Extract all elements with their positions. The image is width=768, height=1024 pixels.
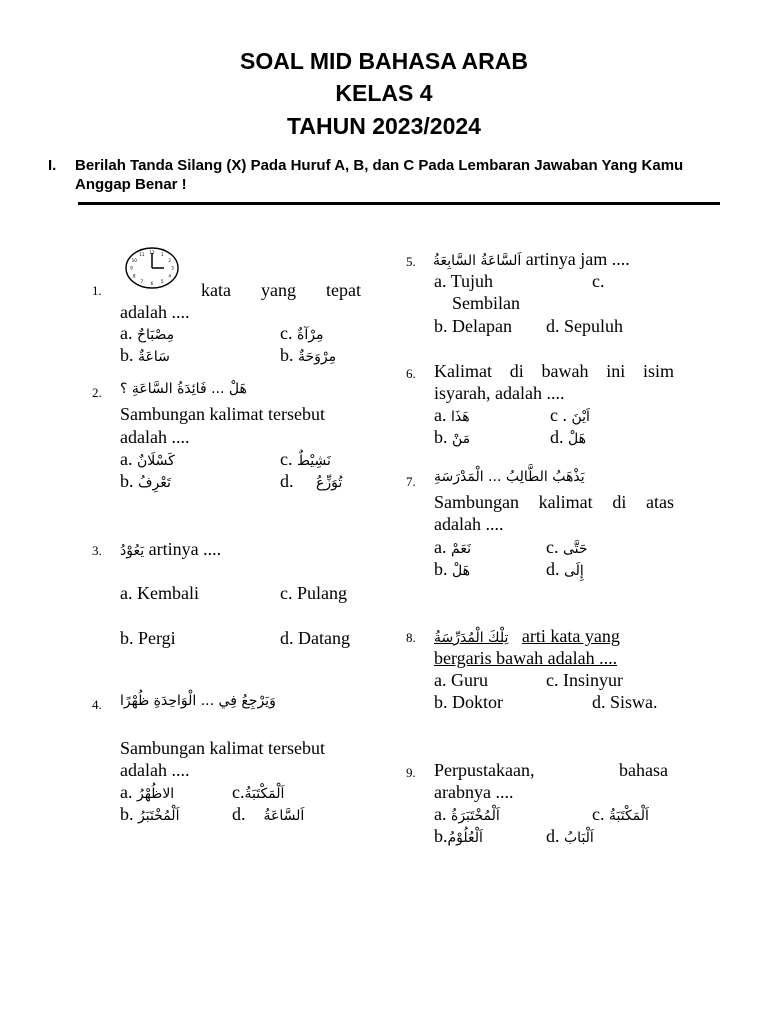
clock-numeral: 9 — [130, 265, 133, 271]
option-c[interactable]: c.اَلْمَكْتَبَةُ — [232, 782, 285, 802]
question-text-line-2: isyarah, adalah .... — [434, 383, 565, 403]
option-c[interactable]: c. — [592, 271, 605, 291]
option-c-text[interactable]: Sembilan — [452, 293, 520, 313]
question-number: 8. — [406, 630, 416, 645]
option-c[interactable]: c. نَشِيْطٌ — [280, 449, 331, 469]
option-a[interactable] — [120, 322, 174, 346]
clock-icon — [124, 246, 180, 290]
option-d[interactable]: d. Sepuluh — [546, 316, 624, 336]
question-number: 3. — [92, 543, 102, 558]
question-number: 6. — [406, 366, 416, 381]
question-text-line-1a: Perpustakaan, — [434, 760, 535, 780]
option-c[interactable]: c . اَيْنَ — [550, 405, 590, 425]
option-text: مِرْوَحَةٌ — [298, 349, 337, 365]
title-line-3: TAHUN 2023/2024 — [287, 113, 481, 139]
title-line-1: SOAL MID BAHASA ARAB — [240, 48, 528, 74]
clock-numeral: 1 — [160, 252, 164, 258]
option-label: b. — [120, 345, 134, 365]
question-number: 1. — [92, 283, 102, 298]
option-label: c. — [280, 323, 293, 343]
option-text: سَاعَةٌ — [138, 349, 170, 365]
option-b[interactable] — [120, 344, 170, 368]
option-d[interactable]: d. إِلَى — [546, 559, 584, 579]
clock-numeral: 11 — [139, 252, 145, 258]
title-line-2: KELAS 4 — [335, 80, 433, 106]
option-c[interactable]: c. حَتَّى — [546, 537, 588, 557]
clock-numeral: 3 — [171, 265, 174, 271]
question-arabic: وَيَرْجِعُ فِي ... الْوَاحِدَةِ ظُهْرًا — [120, 693, 276, 709]
option-a[interactable]: a. الاظُهْرُ — [120, 782, 175, 802]
question-number: 7. — [406, 474, 416, 489]
clock-numeral: 4 — [168, 273, 172, 279]
question-text-line-2: bergaris bawah adalah .... — [434, 648, 618, 668]
clock-numeral: 8 — [132, 273, 136, 279]
clock-numeral: 5 — [160, 278, 164, 284]
option-a[interactable]: a. Tujuh — [434, 271, 494, 291]
question-text-line-1: تِلْكَ الْمُدَرِّسَةُ arti kata yang — [434, 626, 620, 646]
clock-numeral: 12 — [149, 250, 155, 255]
option-d[interactable]: d. اَلسَّاعَةُ — [232, 804, 305, 824]
question-text-line-1: Sambungan kalimat di atas — [434, 492, 674, 512]
question-arabic: هَلْ ... فَائِدَةُ السَّاعَةِ ؟ — [120, 381, 247, 397]
option-a[interactable]: a. نَعَمْ — [434, 537, 471, 557]
clock-numeral: 6 — [150, 281, 154, 286]
option-d[interactable]: d. هَلْ — [550, 427, 586, 447]
question-text: اَلسَّاعَةُ السَّابِعَةُ artinya jam .... — [433, 249, 630, 269]
clock-numeral: 10 — [131, 257, 137, 263]
option-a[interactable]: a. Guru — [434, 670, 488, 690]
question-text: يَعُوْدُ artinya .... — [120, 539, 222, 559]
question-text-line-2: arabnya .... — [434, 782, 514, 802]
question-number: 2. — [92, 385, 102, 400]
instruction-number: I. — [48, 157, 57, 174]
option-c[interactable]: c. Insinyur — [546, 670, 623, 690]
question-number: 9. — [406, 765, 416, 780]
option-text: مِصْبَاحٌ — [137, 327, 175, 343]
question-text-line-1b: bahasa — [619, 760, 668, 780]
option-c[interactable] — [280, 322, 323, 346]
option-text: مِرْآةٌ — [297, 327, 324, 343]
question-text-line-2: adalah .... — [120, 760, 190, 780]
question-text-line-1: kata yang tepat — [201, 280, 361, 300]
option-b[interactable]: b. هَلْ — [434, 559, 470, 579]
option-b[interactable]: b. Pergi — [120, 628, 176, 648]
option-b[interactable]: b. اَلْمُخْتَبَرُ — [120, 804, 180, 824]
option-b[interactable]: b. Doktor — [434, 692, 503, 712]
option-b[interactable]: b. مَنْ — [434, 427, 471, 447]
question-text-line-1: Sambungan kalimat tersebut — [120, 404, 325, 424]
question-number: 5. — [406, 254, 416, 269]
instruction-text: Berilah Tanda Silang (X) Pada Huruf A, B, dan C Pada Lembaran Jawaban Yang Kamu Anggap Benar ! — [75, 157, 684, 193]
question-arabic: يَذْهَبُ الطَّالِبُ ... الْمَدْرَسَةِ — [434, 469, 585, 485]
option-a[interactable]: a. هَذَا — [434, 405, 470, 425]
question-text-line-1: Sambungan kalimat tersebut — [120, 738, 325, 758]
clock-numeral: 2 — [168, 257, 172, 263]
option-c[interactable]: c. Pulang — [280, 583, 347, 603]
option-c[interactable]: c. اَلْمَكْتَبَةُ — [592, 804, 649, 824]
option-label: a. — [120, 323, 133, 343]
option-a[interactable]: a. اَلْمُخْتَبَرَةُ — [434, 804, 500, 824]
option-d[interactable] — [280, 344, 336, 368]
option-b[interactable]: b. Delapan — [434, 316, 512, 336]
option-d[interactable]: d. اَلْبَابُ — [546, 826, 594, 846]
option-d[interactable]: d. Siswa. — [592, 692, 658, 712]
option-d[interactable]: d. تُوَزِّعُ — [280, 471, 343, 491]
question-text-line-1: Kalimat di bawah ini isim — [434, 361, 674, 381]
question-text-line-2: adalah .... — [120, 427, 190, 447]
question-text-line-2: adalah .... — [434, 514, 504, 534]
option-b[interactable]: b.اَلْعُلُوْمُ — [434, 826, 483, 846]
clock-numeral: 7 — [140, 278, 144, 284]
option-a[interactable]: a. Kembali — [120, 583, 199, 603]
option-b[interactable]: b. تَعْرِفُ — [120, 471, 171, 491]
question-number: 4. — [92, 697, 102, 712]
question-text-line-2: adalah .... — [120, 302, 190, 322]
option-label: b. — [280, 345, 294, 365]
option-d[interactable]: d. Datang — [280, 628, 350, 648]
divider — [78, 202, 720, 205]
option-a[interactable]: a. كَسْلَانٌ — [120, 449, 175, 469]
